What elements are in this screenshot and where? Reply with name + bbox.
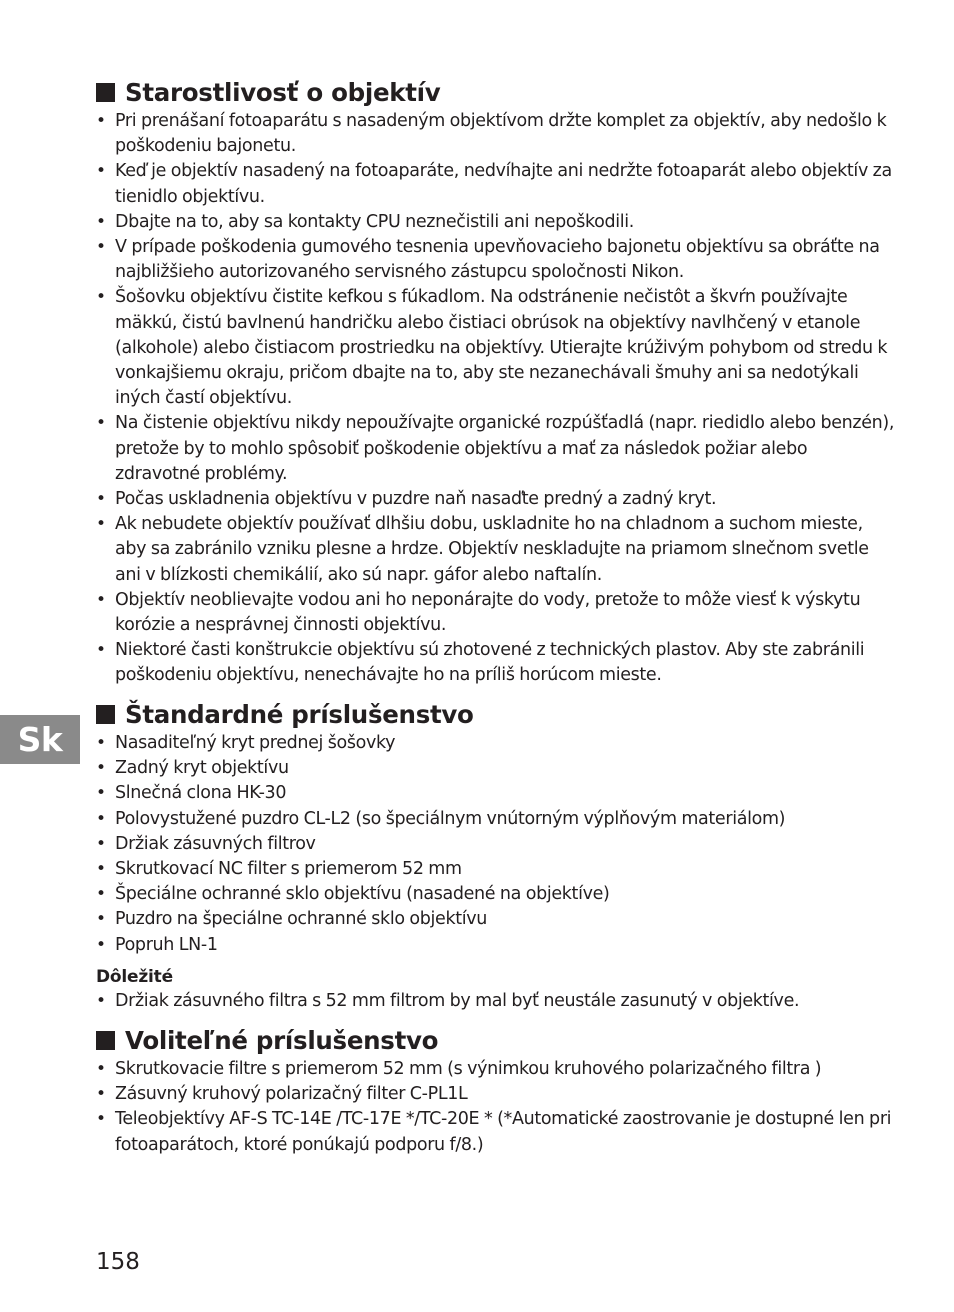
section-standard-accessories [96,700,896,1014]
important-label: Dôležité [96,966,173,987]
important-list [96,989,896,1014]
list-item: • Zadný kryt objektívu [96,756,896,781]
square-bullet-icon [96,705,115,724]
heading-text: Štandardné príslušenstvo [125,700,474,729]
list-item: • Počas uskladnenia objektívu v puzdre naň nasaďte predný a zadný kryt. [96,487,896,512]
page-number: 158 [96,1249,140,1275]
optional-list [96,1057,896,1158]
list-item: • Niektoré časti konštrukcie objektívu sú zhotovené z technických plastov. Aby ste zabránili poškodeniu objektívu, nenechávajte ho na príliš horúcom mieste. [96,638,896,688]
square-bullet-icon [96,83,115,102]
list-item: • Držiak zásuvných filtrov [96,832,896,857]
list-item: • Skrutkovacie filtre s priemerom 52 mm (s výnimkou kruhového polarizačného filtra ) [96,1057,896,1082]
language-tab: Sk [0,715,80,764]
list-item: • Držiak zásuvného filtra s 52 mm filtrom by mal byť neustále zasunutý v objektíve. [96,989,896,1014]
list-item: • Slnečná clona HK-30 [96,781,896,806]
section-optional-accessories [96,1026,896,1158]
list-item: • Skrutkovací NC filter s priemerom 52 mm [96,857,896,882]
list-item: • Keď je objektív nasadený na fotoaparáte, nedvíhajte ani nedržte fotoaparát alebo objektív za tienidlo objektívu. [96,159,896,209]
list-item: • Ak nebudete objektív používať dlhšiu dobu, uskladnite ho na chladnom a suchom mieste, aby sa zabránilo vzniku plesne a hrdze. Objektív neskladujte na priamom slnečnom svetle ani v blízkosti chemikálií, ako sú napr. gáfor alebo naftalín. [96,512,896,588]
list-item: • Teleobjektívy AF-S TC-14E /TC-17E */TC-20E * (*Automatické zaostrovanie je dostupné len pri fotoaparátoch, ktoré ponúkajú podporu f/8.) [96,1107,896,1157]
list-item: • Nasaditeľný kryt prednej šošovky [96,731,896,756]
heading-text: Voliteľné príslušenstvo [125,1026,439,1055]
list-item: • Dbajte na to, aby sa kontakty CPU neznečistili ani nepoškodili. [96,210,896,235]
list-item: • Na čistenie objektívu nikdy nepoužívajte organické rozpúšťadlá (napr. riedidlo alebo benzén), pretože by to mohlo spôsobiť poškodenie objektívu a mať za následok požiar alebo zdravotné problémy. [96,411,896,487]
list-item: • V prípade poškodenia gumového tesnenia upevňovacieho bajonetu objektívu sa obráťte na najbližšieho autorizovaného servisného zástupcu spoločnosti Nikon. [96,235,896,285]
section-heading [96,700,896,730]
list-item: • Šošovku objektívu čistite kefkou s fúkadlom. Na odstránenie nečistôt a škvŕn používajte mäkkú, čistú bavlnenú handričku alebo čistiaci obrúsok na objektívy navlhčený v etanole (alkohole) alebo čistiacom prostriedku na objektívy. Utierajte krúživým pohybom od stredu k vonkajšiemu okraju, pričom dbajte na to, aby ste nezanechávali šmuhy ani sa nedotýkali iných častí objektívu. [96,285,896,411]
list-item: • Špeciálne ochranné sklo objektívu (nasadené na objektíve) [96,882,896,907]
list-item: • Popruh LN-1 [96,933,896,958]
list-item: • Zásuvný kruhový polarizačný filter C-PL1L [96,1082,896,1107]
heading-text: Starostlivosť o objektív [125,78,441,107]
section-heading [96,78,896,108]
standard-list [96,731,896,958]
list-item: • Puzdro na špeciálne ochranné sklo objektívu [96,907,896,932]
list-item: • Pri prenášaní fotoaparátu s nasadeným objektívom držte komplet za objektív, aby nedošlo k poškodeniu bajonetu. [96,109,896,159]
list-item: • Objektív neoblievajte vodou ani ho neponárajte do vody, pretože to môže viesť k výskytu korózie a nesprávnej činnosti objektívu. [96,588,896,638]
care-list [96,109,896,689]
section-lens-care [96,78,896,689]
square-bullet-icon [96,1031,115,1050]
list-item: • Polovystužené puzdro CL-L2 (so špeciálnym vnútorným výplňovým materiálom) [96,807,896,832]
section-heading [96,1026,896,1056]
